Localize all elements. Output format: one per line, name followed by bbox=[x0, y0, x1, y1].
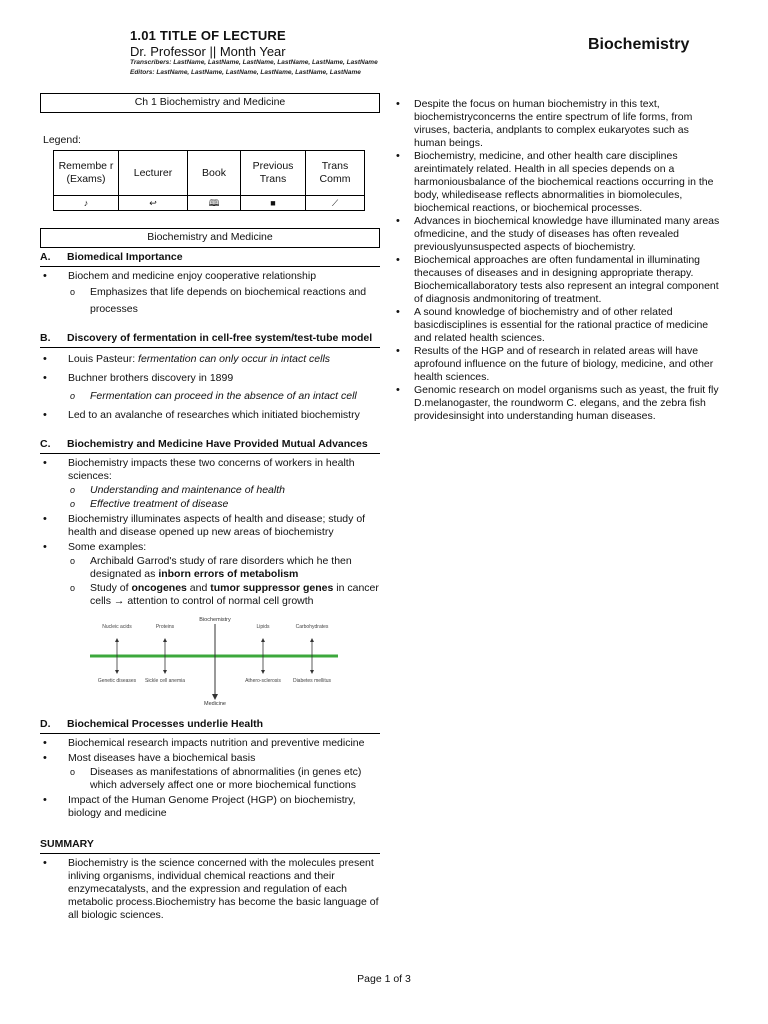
sub-list-item: o Emphasizes that life depends on biochemical reactions and processes bbox=[68, 284, 380, 318]
svg-text:Diabetes mellitus: Diabetes mellitus bbox=[292, 678, 332, 684]
pen-icon: ⟋ bbox=[306, 196, 365, 211]
diagram-bottom-label: Medicine bbox=[203, 701, 227, 706]
svg-text:Genetic diseases: Genetic diseases bbox=[97, 678, 137, 684]
section-title: Biochemical Processes underlie Health bbox=[67, 718, 264, 730]
subject-title: Biochemistry bbox=[588, 36, 690, 53]
music-note-icon: ♪ bbox=[54, 196, 119, 211]
list-item: • Impact of the Human Genome Project (HGP) on biochemistry, biology and medicine bbox=[40, 794, 380, 820]
lecture-title: 1.01 TITLE OF LECTURE bbox=[130, 28, 286, 43]
return-arrow-icon: ↩ bbox=[119, 196, 188, 211]
legend-trans-comm: Trans Comm bbox=[306, 151, 365, 196]
section-title-box: Biochemistry and Medicine bbox=[40, 228, 380, 248]
left-column bbox=[40, 93, 380, 924]
section-d-heading bbox=[40, 718, 380, 734]
summary-heading: SUMMARY bbox=[40, 838, 380, 854]
section-letter: A. bbox=[40, 251, 51, 263]
sub-list-item: o Diseases as manifestations of abnormalities (in genes etc) which adversely affect one or more biochemical functions bbox=[68, 766, 380, 792]
section-title: Discovery of fermentation in cell-free system/test-tube model bbox=[67, 332, 373, 344]
section-title: Biomedical Importance bbox=[67, 251, 183, 263]
section-c-heading bbox=[40, 438, 380, 454]
sub-list-item: o Understanding and maintenance of health bbox=[68, 484, 380, 497]
list-item: • Biochemistry impacts these two concerns of workers in health sciences: o Understanding and maintenance of health o Effective treatment of disease bbox=[40, 457, 380, 511]
section-a-list bbox=[40, 270, 380, 318]
list-item: • Advances in biochemical knowledge have illuminated many areas ofmedicine, and the study of diseases has often revealed previouslyunsuspected aspects of biochemistry. bbox=[398, 215, 723, 254]
list-item: • Biochemical research impacts nutrition and preventive medicine bbox=[40, 737, 380, 750]
section-letter: C. bbox=[40, 438, 51, 450]
sub-list-item: o Effective treatment of disease bbox=[68, 498, 380, 511]
svg-text:Carbohydrates: Carbohydrates bbox=[295, 624, 329, 630]
section-a-heading bbox=[40, 251, 380, 267]
professor-line: Dr. Professor || Month Year bbox=[130, 44, 286, 59]
legend-book: Book bbox=[188, 151, 241, 196]
svg-text:Proteins: Proteins bbox=[155, 624, 175, 630]
svg-text:Sickle cell anemia: Sickle cell anemia bbox=[144, 678, 186, 684]
transcribers-line: Transcribers: LastName, LastName, LastName, LastName, LastName, LastName bbox=[130, 59, 378, 66]
section-b-heading bbox=[40, 332, 380, 348]
legend-previous-trans: Previous Trans bbox=[241, 151, 306, 196]
list-item: • Led to an avalanche of researches which initiated biochemistry bbox=[40, 407, 380, 424]
right-column bbox=[398, 95, 723, 423]
list-item: • Despite the focus on human biochemistry in this text, biochemistryconcerns the entire spectrum of life forms, from viruses, bacteria, andplants to complex eukaryotes such as human beings. bbox=[398, 98, 723, 150]
sub-list-item: o Archibald Garrod's study of rare disorders which he then designated as inborn errors of metabolism bbox=[68, 555, 380, 581]
list-item: • A sound knowledge of biochemistry and of other related basicdisciplines is essential for the rational practice of medicine and related health sciences. bbox=[398, 306, 723, 345]
section-b-list bbox=[40, 351, 380, 424]
list-item: • Some examples: o Archibald Garrod's study of rare disorders which he then designated as inborn errors of metabolism o Study of oncogenes and tumor suppressor genes in cancer cells → attention to control of normal cell growth bbox=[40, 541, 380, 608]
legend-label: Legend: bbox=[43, 134, 81, 146]
right-bullet-list bbox=[398, 98, 723, 423]
list-item: • Buchner brothers discovery in 1899 o Fermentation can proceed in the absence of an intact cell bbox=[40, 370, 380, 405]
legend-lecturer: Lecturer bbox=[119, 151, 188, 196]
section-letter: B. bbox=[40, 332, 51, 344]
list-item: • Genomic research on model organisms such as yeast, the fruit fly D.melanogaster, the roundworm C. elegans, and the zebra fish providesinsight into understanding human diseases. bbox=[398, 384, 723, 423]
editors-line: Editors: LastName, LastName, LastName, LastName, LastName, LastName bbox=[130, 69, 361, 76]
list-item: • Biochemistry is the science concerned with the molecules present inliving organisms, individual chemical reactions and their enzymecatalysts, and the expression and regulation of each metabolic process.Biochemistry has become the basic language of all biologic sciences. bbox=[40, 857, 380, 922]
biochemistry-medicine-diagram bbox=[90, 614, 340, 706]
list-item: • Biochemistry illuminates aspects of health and disease; study of health and disease opened up new areas of biochemistry bbox=[40, 513, 380, 539]
legend-remember: Remembe r (Exams) bbox=[54, 151, 119, 196]
svg-text:Nucleic acids: Nucleic acids bbox=[102, 624, 132, 630]
list-item: • Results of the HGP and of research in related areas will have aprofound influence on the future of biology, medicine, and other health sciences. bbox=[398, 345, 723, 384]
section-letter: D. bbox=[40, 718, 51, 730]
section-title: Biochemistry and Medicine Have Provided Mutual Advances bbox=[67, 438, 368, 450]
list-item: • Most diseases have a biochemical basis o Diseases as manifestations of abnormalities (in genes etc) which adversely affect one or more biochemical functions bbox=[40, 752, 380, 792]
document-icon: ■ bbox=[241, 196, 306, 211]
section-c-list bbox=[40, 457, 380, 608]
book-icon: 🕮 bbox=[188, 196, 241, 211]
legend-table bbox=[53, 150, 365, 211]
summary-list bbox=[40, 857, 380, 922]
list-item: • Biochemical approaches are often fundamental in illuminating thecauses of diseases and in designing appropriate therapy. Biochemicallaboratory tests also represent an integral component of diagnosis andmonitoring of treatment. bbox=[398, 254, 723, 306]
svg-text:Lipids: Lipids bbox=[256, 624, 270, 630]
list-item: • Biochemistry, medicine, and other health care disciplines areintimately related. Health in all species depends on a harmoniousbalance of the biochemical reactions occurring in the body, whiledisease reflects abnormalities in biomolecules, biochemical reactions, or biochemical processes. bbox=[398, 150, 723, 215]
diagram-top-label: Biochemistry bbox=[199, 617, 231, 623]
chapter-title: Ch 1 Biochemistry and Medicine bbox=[40, 93, 380, 113]
sub-list-item: o Fermentation can proceed in the absence of an intact cell bbox=[68, 388, 380, 405]
list-item: • Biochem and medicine enjoy cooperative relationship o Emphasizes that life depends on biochemical reactions and processes bbox=[40, 270, 380, 318]
svg-text:Athero-sclerosis: Athero-sclerosis bbox=[245, 678, 281, 684]
sub-list-item: o Study of oncogenes and tumor suppressor genes in cancer cells → attention to control of normal cell growth bbox=[68, 582, 380, 608]
list-item: • Louis Pasteur: fermentation can only occur in intact cells bbox=[40, 351, 380, 368]
page-number: Page 1 of 3 bbox=[357, 973, 411, 985]
section-d-list bbox=[40, 737, 380, 820]
